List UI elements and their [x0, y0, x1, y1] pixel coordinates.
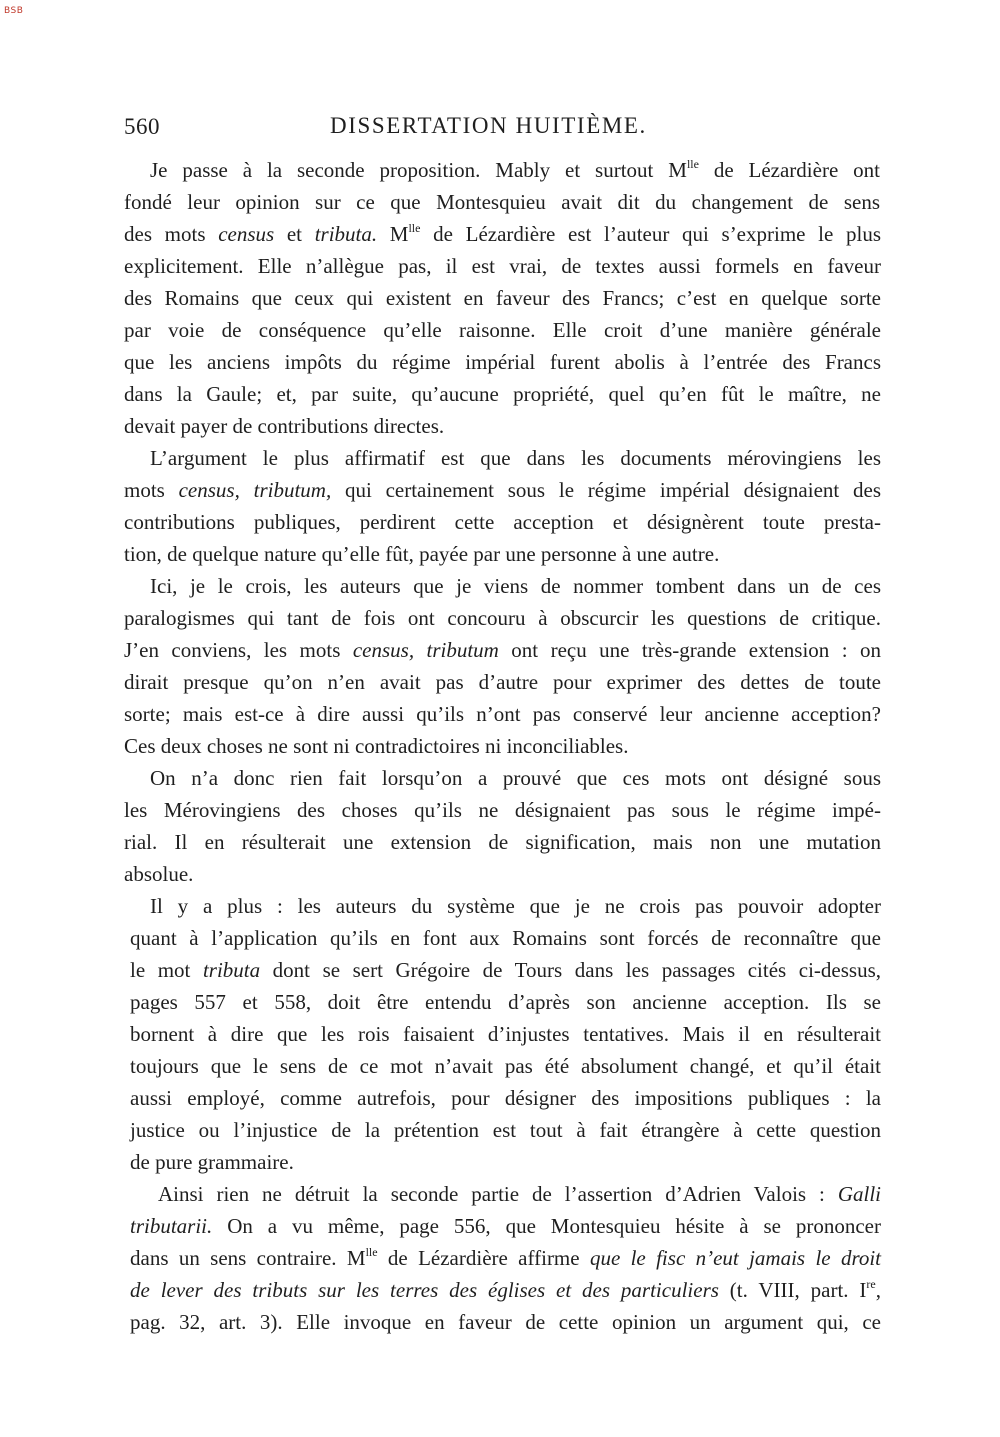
library-stamp: BSB: [4, 6, 24, 16]
text-run: dans la Gaule; et, par suite, qu’aucune propriété, quel qu’en fût le maître, ne: [124, 382, 881, 406]
text-line: [124, 800, 881, 821]
text-run: dirait presque qu’on n’en avait pas d’autre pour exprimer des dettes de toute: [124, 670, 881, 694]
text-run: dans un sens contraire. M: [130, 1246, 366, 1270]
text-run: qui certainement sous le régime impérial désignaient des: [331, 478, 881, 502]
text-line: [150, 896, 881, 917]
text-line: [124, 864, 193, 885]
text-run: tion, de quelque nature qu’elle fût, payée par une personne à une autre.: [124, 542, 720, 566]
text-run: On a vu même, page 556, que Montesquieu hésite à se prononcer: [212, 1214, 881, 1238]
text-line: [124, 288, 881, 309]
text-line: [130, 960, 881, 981]
text-run: fondé leur opinion sur ce que Montesquieu avait dit du changement de sens: [124, 190, 880, 214]
text-line: [124, 736, 628, 757]
italic-text: que le fisc n’eut jamais le droit: [589, 1246, 882, 1270]
text-line: [130, 1088, 881, 1109]
text-line: [124, 832, 881, 853]
text-run: que les anciens impôts du régime impérial furent abolis à l’entrée des Francs: [124, 350, 881, 374]
text-line: [124, 320, 881, 341]
text-line: [130, 1216, 881, 1237]
text-line: [124, 608, 881, 629]
text-run: Ainsi rien ne détruit la seconde partie de l’assertion d’Adrien Valois :: [158, 1182, 838, 1206]
text-run: devait payer de contributions directes.: [124, 414, 445, 438]
text-run: dont se sert Grégoire de Tours dans les passages cités ci-dessus,: [260, 958, 881, 982]
superscript: lle: [408, 221, 421, 235]
text-line: [130, 1120, 881, 1141]
text-run: Je passe à la seconde proposition. Mably et surtout M: [150, 158, 687, 182]
superscript: lle: [365, 1245, 378, 1259]
italic-text: tributa.: [314, 222, 378, 246]
text-run: M: [377, 222, 409, 246]
running-title: DISSERTATION HUITIÈME.: [330, 113, 647, 138]
text-line: [124, 512, 881, 533]
text-line: [150, 576, 881, 597]
text-run: contributions publiques, perdirent cette acception et désignèrent toute presta-: [124, 510, 881, 534]
text-run: Il y a plus : les auteurs du système que je ne crois pas pouvoir adopter: [150, 894, 881, 918]
text-run: L’argument le plus affirmatif est que dans les documents mérovingiens les: [150, 446, 881, 470]
text-line: [124, 672, 881, 693]
italic-text: tributa: [202, 958, 261, 982]
text-run: explicitement. Elle n’allègue pas, il est vrai, de textes aussi formels en faveur: [124, 254, 881, 278]
text-run: sorte; mais est-ce à dire aussi qu’ils n’ont pas conservé leur ancienne acception?: [124, 702, 881, 726]
italic-text: census, tributum,: [178, 478, 332, 502]
italic-text: census: [218, 222, 275, 246]
text-line: [150, 448, 881, 469]
text-line: [130, 992, 881, 1013]
text-run: absolue.: [124, 862, 194, 886]
text-line: [124, 704, 881, 725]
text-run: J’en conviens, les mots: [124, 638, 353, 662]
superscript: lle: [686, 157, 699, 171]
text-run: les Mérovingiens des choses qu’ils ne désignaient pas sous le régime impé-: [124, 798, 881, 822]
text-line: [124, 352, 881, 373]
text-run: pag. 32, art. 3). Elle invoque en faveur de cette opinion un argument qui, ce: [130, 1310, 881, 1334]
text-run: toujours que le sens de ce mot n’avait pas été absolument changé, et qu’il était: [130, 1054, 881, 1078]
text-line: [124, 384, 881, 405]
superscript: re: [866, 1277, 876, 1291]
text-line: [150, 157, 880, 182]
text-line: [130, 1152, 294, 1173]
text-run: pages 557 et 558, doit être entendu d’après son ancienne acception. Ils se: [130, 990, 881, 1014]
text-run: et: [274, 222, 315, 246]
text-run: des Romains que ceux qui existent en faveur des Francs; c’est en quelque sorte: [124, 286, 881, 310]
text-line: [130, 1277, 881, 1302]
text-run: aussi employé, comme autrefois, pour désigner des impositions publiques : la: [130, 1086, 881, 1110]
italic-text: Galli: [837, 1182, 881, 1206]
text-run: par voie de conséquence qu’elle raisonne. Elle croit d’une manière générale: [124, 318, 881, 342]
page-number: 560: [124, 114, 160, 139]
text-run: de Lézardière affirme: [377, 1246, 590, 1270]
text-line: [130, 928, 881, 949]
text-line: [124, 192, 880, 213]
text-run: mots: [124, 478, 179, 502]
text-line: [130, 1312, 881, 1333]
text-run: le mot: [130, 958, 203, 982]
text-line: [124, 416, 444, 437]
italic-text: tributarii.: [130, 1214, 213, 1238]
text-run: de Lézardière ont: [698, 158, 880, 182]
text-line: [150, 768, 881, 789]
text-line: [130, 1245, 882, 1270]
italic-text: census, tributum: [352, 638, 499, 662]
text-run: rial. Il en résulterait une extension de signification, mais non une mutation: [124, 830, 881, 854]
text-run: de pure grammaire.: [130, 1150, 294, 1174]
text-run: de Lézardière est l’auteur qui s’exprime le plus: [420, 222, 881, 246]
text-line: [124, 640, 881, 661]
text-line: [158, 1184, 881, 1205]
text-line: [130, 1056, 881, 1077]
text-run: paralogismes qui tant de fois ont concouru à obscurcir les questions de critique.: [124, 606, 881, 630]
text-run: Ces deux choses ne sont ni contradictoires ni inconciliables.: [124, 734, 629, 758]
text-run: justice ou l’injustice de la prétention est tout à fait étrangère à cette question: [130, 1118, 881, 1142]
text-run: des mots: [124, 222, 219, 246]
text-run: quant à l’application qu’ils en font aux Romains sont forcés de reconnaître que: [130, 926, 881, 950]
italic-text: de lever des tributs sur les terres des églises et des particuliers: [130, 1278, 719, 1302]
text-run: ont reçu une très-grande extension : on: [498, 638, 882, 662]
text-line: [124, 221, 881, 246]
text-run: (t. VIII, part. I: [718, 1278, 867, 1302]
text-run: ,: [875, 1278, 881, 1302]
text-line: [124, 544, 719, 565]
text-run: Ici, je le crois, les auteurs que je viens de nommer tombent dans un de ces: [150, 574, 881, 598]
text-line: [124, 256, 881, 277]
text-run: On n’a donc rien fait lorsqu’on a prouvé que ces mots ont désigné sous: [150, 766, 881, 790]
text-line: [124, 480, 881, 501]
text-run: bornent à dire que les rois faisaient d’injustes tentatives. Mais il en résulterait: [130, 1022, 881, 1046]
text-line: [130, 1024, 881, 1045]
